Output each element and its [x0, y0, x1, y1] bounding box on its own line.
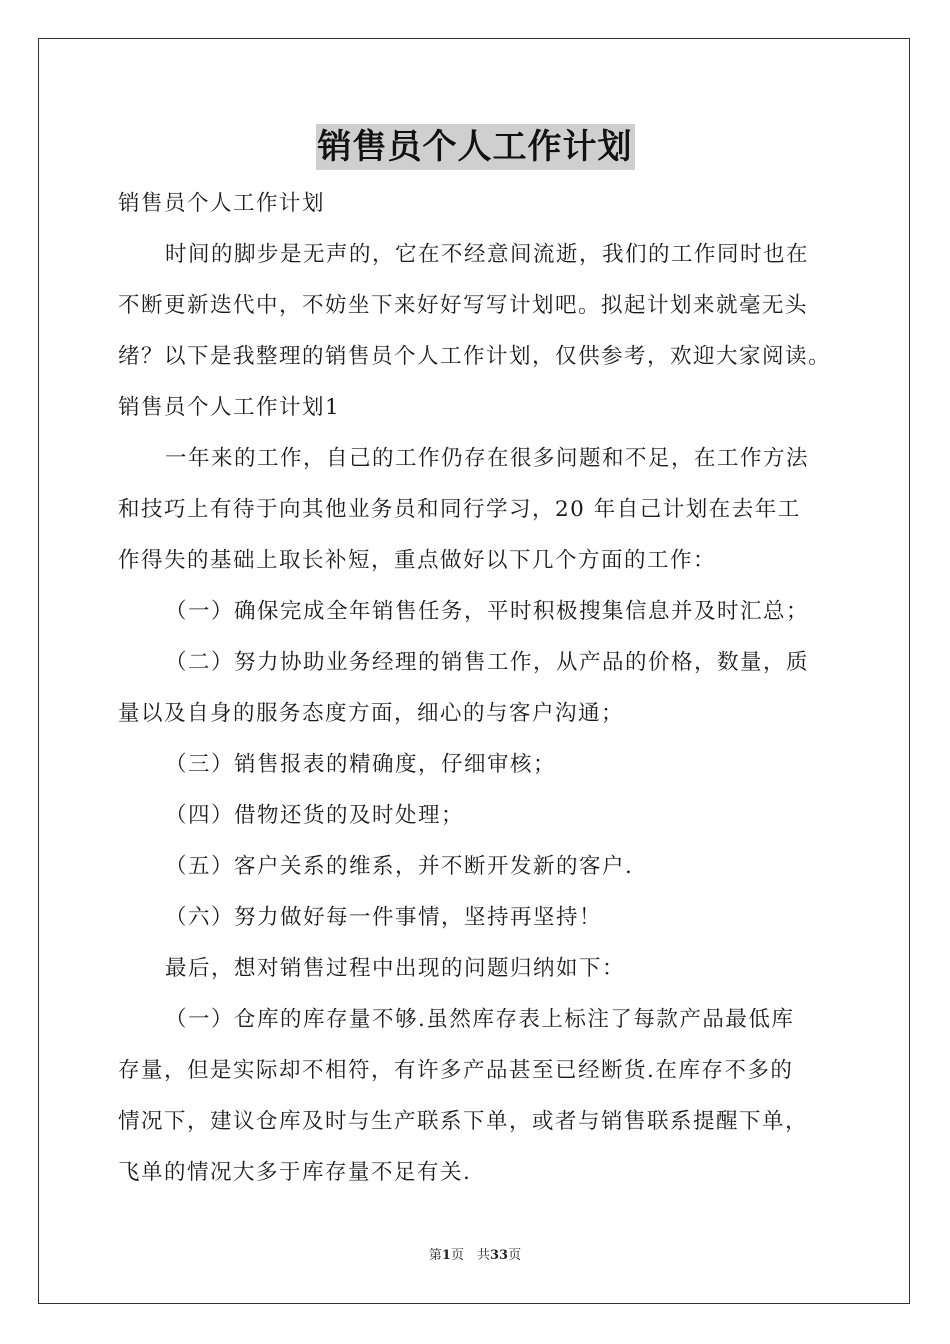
footer-prefix: 第: [428, 1248, 442, 1263]
text-line: 一年来的工作，自己的工作仍存在很多问题和不足，在工作方法: [165, 446, 810, 471]
footer-mid: 页 共: [450, 1248, 490, 1263]
document-title: 销售员个人工作计划: [316, 124, 635, 170]
text-line: 最后，想对销售过程中出现的问题归纳如下：: [165, 956, 626, 981]
text-line: 飞单的情况大多于库存量不足有关.: [118, 1160, 472, 1185]
text-line: 情况下，建议仓库及时与生产联系下单，或者与销售联系提醒下单，: [118, 1109, 809, 1134]
text-line: （二）努力协助业务经理的销售工作，从产品的价格，数量，质: [165, 650, 810, 675]
text-line: （五）客户关系的维系，并不断开发新的客户.: [165, 854, 634, 879]
text-line: 时间的脚步是无声的，它在不经意间流逝，我们的工作同时也在: [165, 242, 810, 267]
document-body: [118, 178, 838, 1198]
text-line: 作得失的基础上取长补短，重点做好以下几个方面的工作：: [118, 548, 717, 573]
text-line: 量以及自身的服务态度方面，细心的与客户沟通；: [118, 701, 625, 726]
text-line: 销售员个人工作计划: [118, 191, 326, 216]
text-line: 绪？以下是我整理的销售员个人工作计划，仅供参考，欢迎大家阅读。: [118, 344, 832, 369]
footer-suffix: 页: [508, 1248, 522, 1263]
title-container: [0, 124, 950, 170]
text-line: （一）确保完成全年销售任务，平时积极搜集信息并及时汇总；: [165, 599, 810, 624]
total-page-number: 33: [489, 1248, 509, 1263]
text-line: 和技巧上有待于向其他业务员和同行学习，20 年自己计划在去年工: [118, 497, 801, 522]
text-line: （一）仓库的库存量不够.虽然库存表上标注了每款产品最低库: [165, 1007, 795, 1032]
current-page-number: 1: [441, 1248, 451, 1263]
text-line: （三）销售报表的精确度，仔细审核；: [165, 752, 557, 777]
text-line: 销售员个人工作计划1: [118, 395, 341, 420]
text-line: 存量，但是实际却不相符，有许多产品甚至已经断货.在库存不多的: [118, 1058, 794, 1083]
text-line: （四）借物还货的及时处理；: [165, 803, 465, 828]
text-line: 不断更新迭代中，不妨坐下来好好写写计划吧。拟起计划来就毫无头: [118, 293, 809, 318]
page-footer: [0, 1247, 950, 1265]
text-line: （六）努力做好每一件事情，坚持再坚持！: [165, 905, 603, 930]
